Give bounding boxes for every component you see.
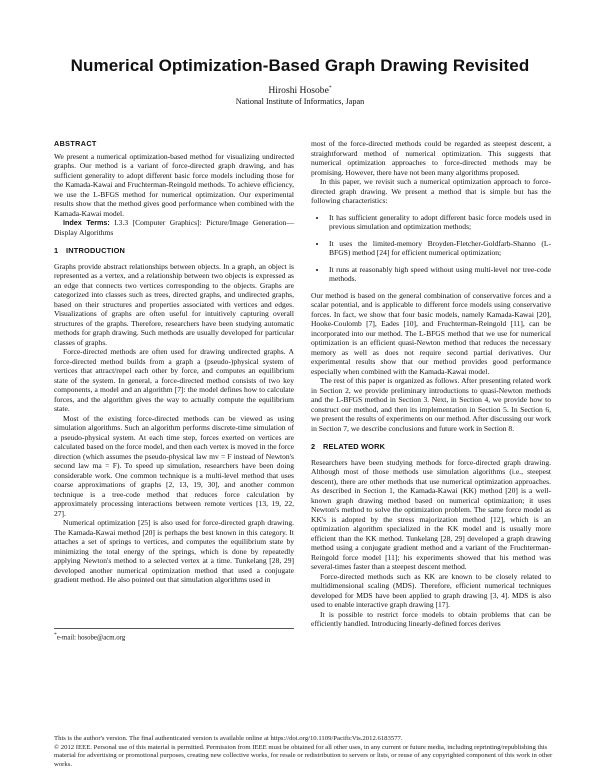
section-number: 2 — [311, 442, 316, 451]
author-version-notice: This is the author's version. The final authenticated version is available online at https://doi.org/10.1109/PacificVis.2012.6183577. — [54, 735, 403, 742]
section-title: INTRODUCTION — [66, 246, 126, 255]
author-footnote-mark: * — [328, 85, 332, 91]
related-paragraph-1: Researchers have been studying methods for force-directed graph drawing. Although most of those methods use simulation algorithms (i.e., steepest descent), there are other methods that use numerical optimization approaches. As described in Section 1, the Kamada-Kawai (KK) method [20] is a well-known graph drawing method based on numerical optimization; it uses Newton's method to solve the optimization problem. The same force model as KK's is adopted by the stress majorization method [12], which is an optimization algorithm specialized in the KK model and is usually more efficient than the KK method. Tunkelang [28, 29] developed a graph drawing method using a conjugate gradient method and a variant of the Fruchterman-Reingold force model [11]; his experiments showed that his method was several-times faster than a steepest descent method. — [311, 457, 551, 571]
index-terms — [54, 218, 294, 237]
left-column — [54, 139, 294, 585]
author-text: Hiroshi Hosobe — [268, 85, 329, 97]
intro-paragraph-2: Force-directed methods are often used for drawing undirected graphs. A force-directed method builds from a graph a (pseudo-)physical system of vertices that attract/repel each other by force, and computes an equilibrium state of the system. In general, a force-directed method consists of two key components, a model and an algorithm [7]: the model defines how to calculate forces, and the algorithm gives the way to actually compute the equilibrium state. — [54, 347, 294, 413]
related-paragraph-2: Force-directed methods such as KK are known to be closely related to multidimensional scaling (MDS). Therefore, efficient numerical techniques developed for MDS have been applied to graph drawing [3, 4]. MDS is also used to enable interactive graph drawing [17]. — [311, 571, 551, 609]
intro-paragraph-6: In this paper, we revisit such a numerical optimization approach to force-directed graph drawing. We present a method that is simple but has the following characteristics: — [311, 177, 551, 205]
paper-title: Numerical Optimization-Based Graph Drawing Revisited — [70, 56, 530, 75]
footnote-mark: * — [54, 632, 57, 638]
related-paragraph-3: It is possible to restrict force models to obtain problems that can be efficiently handled. Introducing linearly-defined forces derives — [311, 609, 551, 628]
author-name — [0, 85, 600, 96]
footnote-email: e-mail: hosobe@acm.org — [56, 634, 126, 642]
list-item: • It uses the limited-memory Broyden-Fletcher-Goldfarb-Shanno (L-BFGS) method [24] for efficient numerical optimization; — [327, 239, 551, 258]
abstract-heading: ABSTRACT — [54, 139, 97, 148]
section-number: 1 — [54, 246, 59, 255]
intro-paragraph-5: most of the force-directed methods could be regarded as steepest descent, a straightforward method of numerical optimization. This suggests that numerical optimization approaches to force-directed methods may be promising. However, there have not been many algorithms proposed. — [311, 139, 551, 177]
section-heading-introduction — [54, 246, 294, 256]
characteristics-list — [311, 213, 551, 284]
index-terms-label: Index Terms: — [63, 218, 110, 227]
list-item: • It runs at reasonably high speed without using multi-level nor tree-code methods. — [327, 265, 551, 284]
section-title: RELATED WORK — [323, 442, 386, 451]
intro-paragraph-8: The rest of this paper is organized as follows. After presenting related work in Section 2, we provide preliminary introductions to quasi-Newton methods and the L-BFGS method in Section 3. Next, in Section 4, we provide how to construct our method, and then its implementation in Section 5. In Section 6, we present the results of experiments on our method. After discussing our work in Section 7, we describe conclusions and future work in Section 8. — [311, 376, 551, 433]
copyright-notice — [54, 735, 554, 769]
footnote — [54, 628, 294, 641]
index-terms-text: I.3.3 [Computer Graphics]: Picture/Image Generation—Display Algorithms — [54, 218, 294, 237]
affiliation: National Institute of Informatics, Japan — [235, 97, 365, 106]
abstract-text: We present a numerical optimization-based method for visualizing undirected graphs. Our method is a variant of force-directed graph drawing, and has sufficient generality to adopt different basic force models including those for the Kamada-Kawai and Fruchterman-Reingold methods. To achieve efficiency, we use the L-BFGS method for numerical optimization. Our experimental results show that the method gives good performance when combined with the Kamada-Kawai model. — [54, 151, 294, 218]
ieee-copyright: © 2012 IEEE. Personal use of this material is permitted. Permission from IEEE must be obtained for all other uses, in any current or future media, including reprinting/republishing this material for advertising or promotional purposes, creating new collective works, for resale or redistribution to servers or lists, or reuse of any copyrighted component of this work in other works. — [54, 743, 553, 768]
intro-paragraph-7: Our method is based on the general combination of conservative forces and a scalar potential, and is applicable to different force models using conservative forces. In fact, we show that four basic models, namely Kamada-Kawai [20], Hooke-Coulomb [7], Eades [10], and Fruchterman-Reingold [11], can be incorporated into our method. The L-BFGS method that we use for numerical optimization is an efficient quasi-Newton method that reduces the necessary memory as well as does not require second partial derivatives. Our experimental results show that our method provides good performance especially when combined with the Kamada-Kawai model. — [311, 290, 551, 376]
right-column — [311, 139, 551, 629]
intro-paragraph-4: Numerical optimization [25] is also used for force-directed graph drawing. The Kamada-Kawai method [20] is perhaps the best known in this category. It attaches a set of springs to vertices, and computes the equilibrium state by minimizing the total energy of the springs, which is done by repeatedly applying Newton's method to a selected vertex at a time. Tunkelang [28, 29] developed another numerical optimization method that used a conjugate gradient method. He also pointed out that simulation algorithms used in — [54, 518, 294, 584]
section-heading-related-work — [311, 442, 551, 452]
intro-paragraph-1: Graphs provide abstract relationships between objects. In a graph, an object is represented as a vertex, and a relationship between two objects is expressed as an edge that connects two vertices corresponding to the objects. Graphs are categorized into classes such as trees, directed graphs, and undirected graphs, based on their structures and properties associated with vertices and edges. Visualizations of graphs are often useful for intuitively capturing overall structures of the graphs. Therefore, researchers have been studying automatic methods for graph drawing. Such methods are usually developed for particular classes of graphs. — [54, 261, 294, 347]
intro-paragraph-3: Most of the existing force-directed methods can be viewed as using simulation algorithms. Such an algorithm performs discrete-time simulation of a pseudo-physical system. At each time step, forces exerted on vertices are calculated based on the force model, and then each vertex is moved in the force direction (which assumes the pseudo-physical law mv = F instead of Newton's second law ma = F). To speed up simulation, researchers have been doing considerable work. One common technique is a multi-level method that uses coarse approximations of graphs [2, 13, 19, 30], and another common technique is a tree-code method that reduces force calculation by approximately processing interactions between remote vertices [13, 19, 22, 27]. — [54, 413, 294, 518]
list-item: • It has sufficient generality to adopt different basic force models used in previous simulation and optimization methods; — [327, 213, 551, 232]
